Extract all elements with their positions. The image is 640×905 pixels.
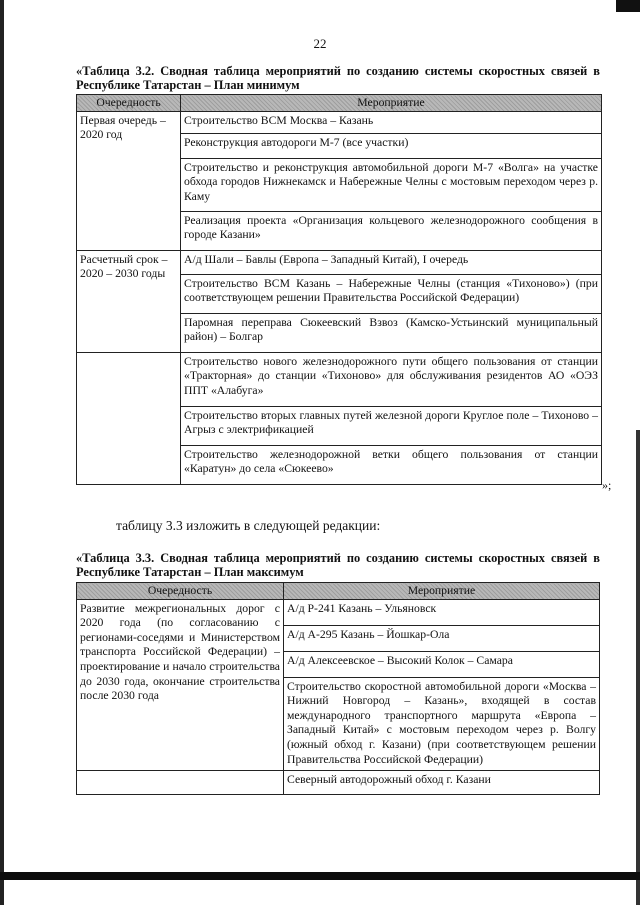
table-row	[77, 250, 602, 274]
measure-cell: Северный автодорожный обход г. Казани	[284, 771, 600, 795]
measure-cell: Реконструкция автодороги М-7 (все участки)	[181, 133, 602, 158]
table-row	[77, 352, 602, 406]
scan-left-edge	[0, 0, 4, 905]
measure-cell: Строительство скоростной автомобильной дороги «Москва – Нижний Новгород – Казань», входящей в состав международного транспортного маршрута «Европа – Западный Китай» с мостовым переходом через р. Волгу (южный обход г. Казани) (при соответствующем решении Правительства Российской Федерации)	[284, 677, 600, 771]
measure-cell: Строительство ВСМ Казань – Набережные Челны (станция «Тихоново») (при соответствующем решении Правительства Российской Федерации)	[181, 274, 602, 313]
scan-bottom-edge	[0, 872, 640, 880]
measure-cell: Паромная переправа Сюкеевский Взвоз (Камско-Устьинский муниципальный район) – Болгар	[181, 313, 602, 352]
table-3-2	[76, 94, 602, 485]
measure-cell: А/д А-295 Казань – Йошкар-Ола	[284, 625, 600, 651]
measure-cell: Реализация проекта «Организация кольцевого железнодорожного сообщения в городе Казани»	[181, 211, 602, 250]
stage-cell	[77, 771, 284, 795]
measure-cell: А/д Шали – Бавлы (Европа – Западный Китай), I очередь	[181, 250, 602, 274]
table-row	[77, 771, 600, 795]
table-3-3	[76, 582, 600, 795]
stage-cell: Расчетный срок – 2020 – 2030 годы	[77, 250, 181, 352]
header-stage: Очередность	[77, 583, 284, 600]
measure-cell: Строительство ВСМ Москва – Казань	[181, 111, 602, 133]
header-measure: Мероприятие	[284, 583, 600, 600]
table-3-3-caption: «Таблица 3.3. Сводная таблица мероприятий по созданию системы скоростных связей в Республике Татарстан – План максимум	[76, 551, 600, 579]
scan-right-edge	[636, 430, 640, 905]
stage-cell: Развитие межрегиональных дорог с 2020 года (по согласованию с регионами-соседями и Министерством транспорта Российской Федерации) – проектирование и начало строительства до 2030 года, окончание строительства после 2030 года	[77, 599, 284, 771]
table-3-2-closing-quote: »;	[602, 478, 612, 492]
table-header-row	[77, 583, 600, 600]
measure-cell: Строительство железнодорожной ветки общего пользования от станции «Каратун» до села «Сюкеево»	[181, 445, 602, 484]
header-measure: Мероприятие	[181, 95, 602, 112]
scan-top-edge	[0, 0, 640, 6]
stage-cell: Первая очередь – 2020 год	[77, 111, 181, 250]
page-number: 22	[313, 36, 327, 51]
measure-cell: А/д Алексеевское – Высокий Колок – Самара	[284, 651, 600, 677]
stage-cell	[77, 352, 181, 484]
table-row	[77, 599, 600, 625]
scan-corner-mark	[616, 0, 640, 12]
table-row	[77, 111, 602, 133]
measure-cell: Строительство вторых главных путей железной дороги Круглое поле – Тихоново – Агрыз с электрификацией	[181, 406, 602, 445]
instruction-text: таблицу 3.3 изложить в следующей редакции:	[116, 518, 381, 533]
measure-cell: Строительство и реконструкция автомобильной дороги М-7 «Волга» на участке обхода городов Нижнекамск и Набережные Челны с мостовым переходом через р. Каму	[181, 158, 602, 211]
table-3-2-caption: «Таблица 3.2. Сводная таблица мероприятий по созданию системы скоростных связей в Республике Татарстан – План минимум	[76, 64, 600, 92]
measure-cell: А/д Р-241 Казань – Ульяновск	[284, 599, 600, 625]
measure-cell: Строительство нового железнодорожного пути общего пользования от станции «Тракторная» до станции «Тихоново» для обслуживания резидентов АО «ОЭЗ ППТ «Алабуга»	[181, 352, 602, 406]
table-header-row	[77, 95, 602, 112]
header-stage: Очередность	[77, 95, 181, 112]
